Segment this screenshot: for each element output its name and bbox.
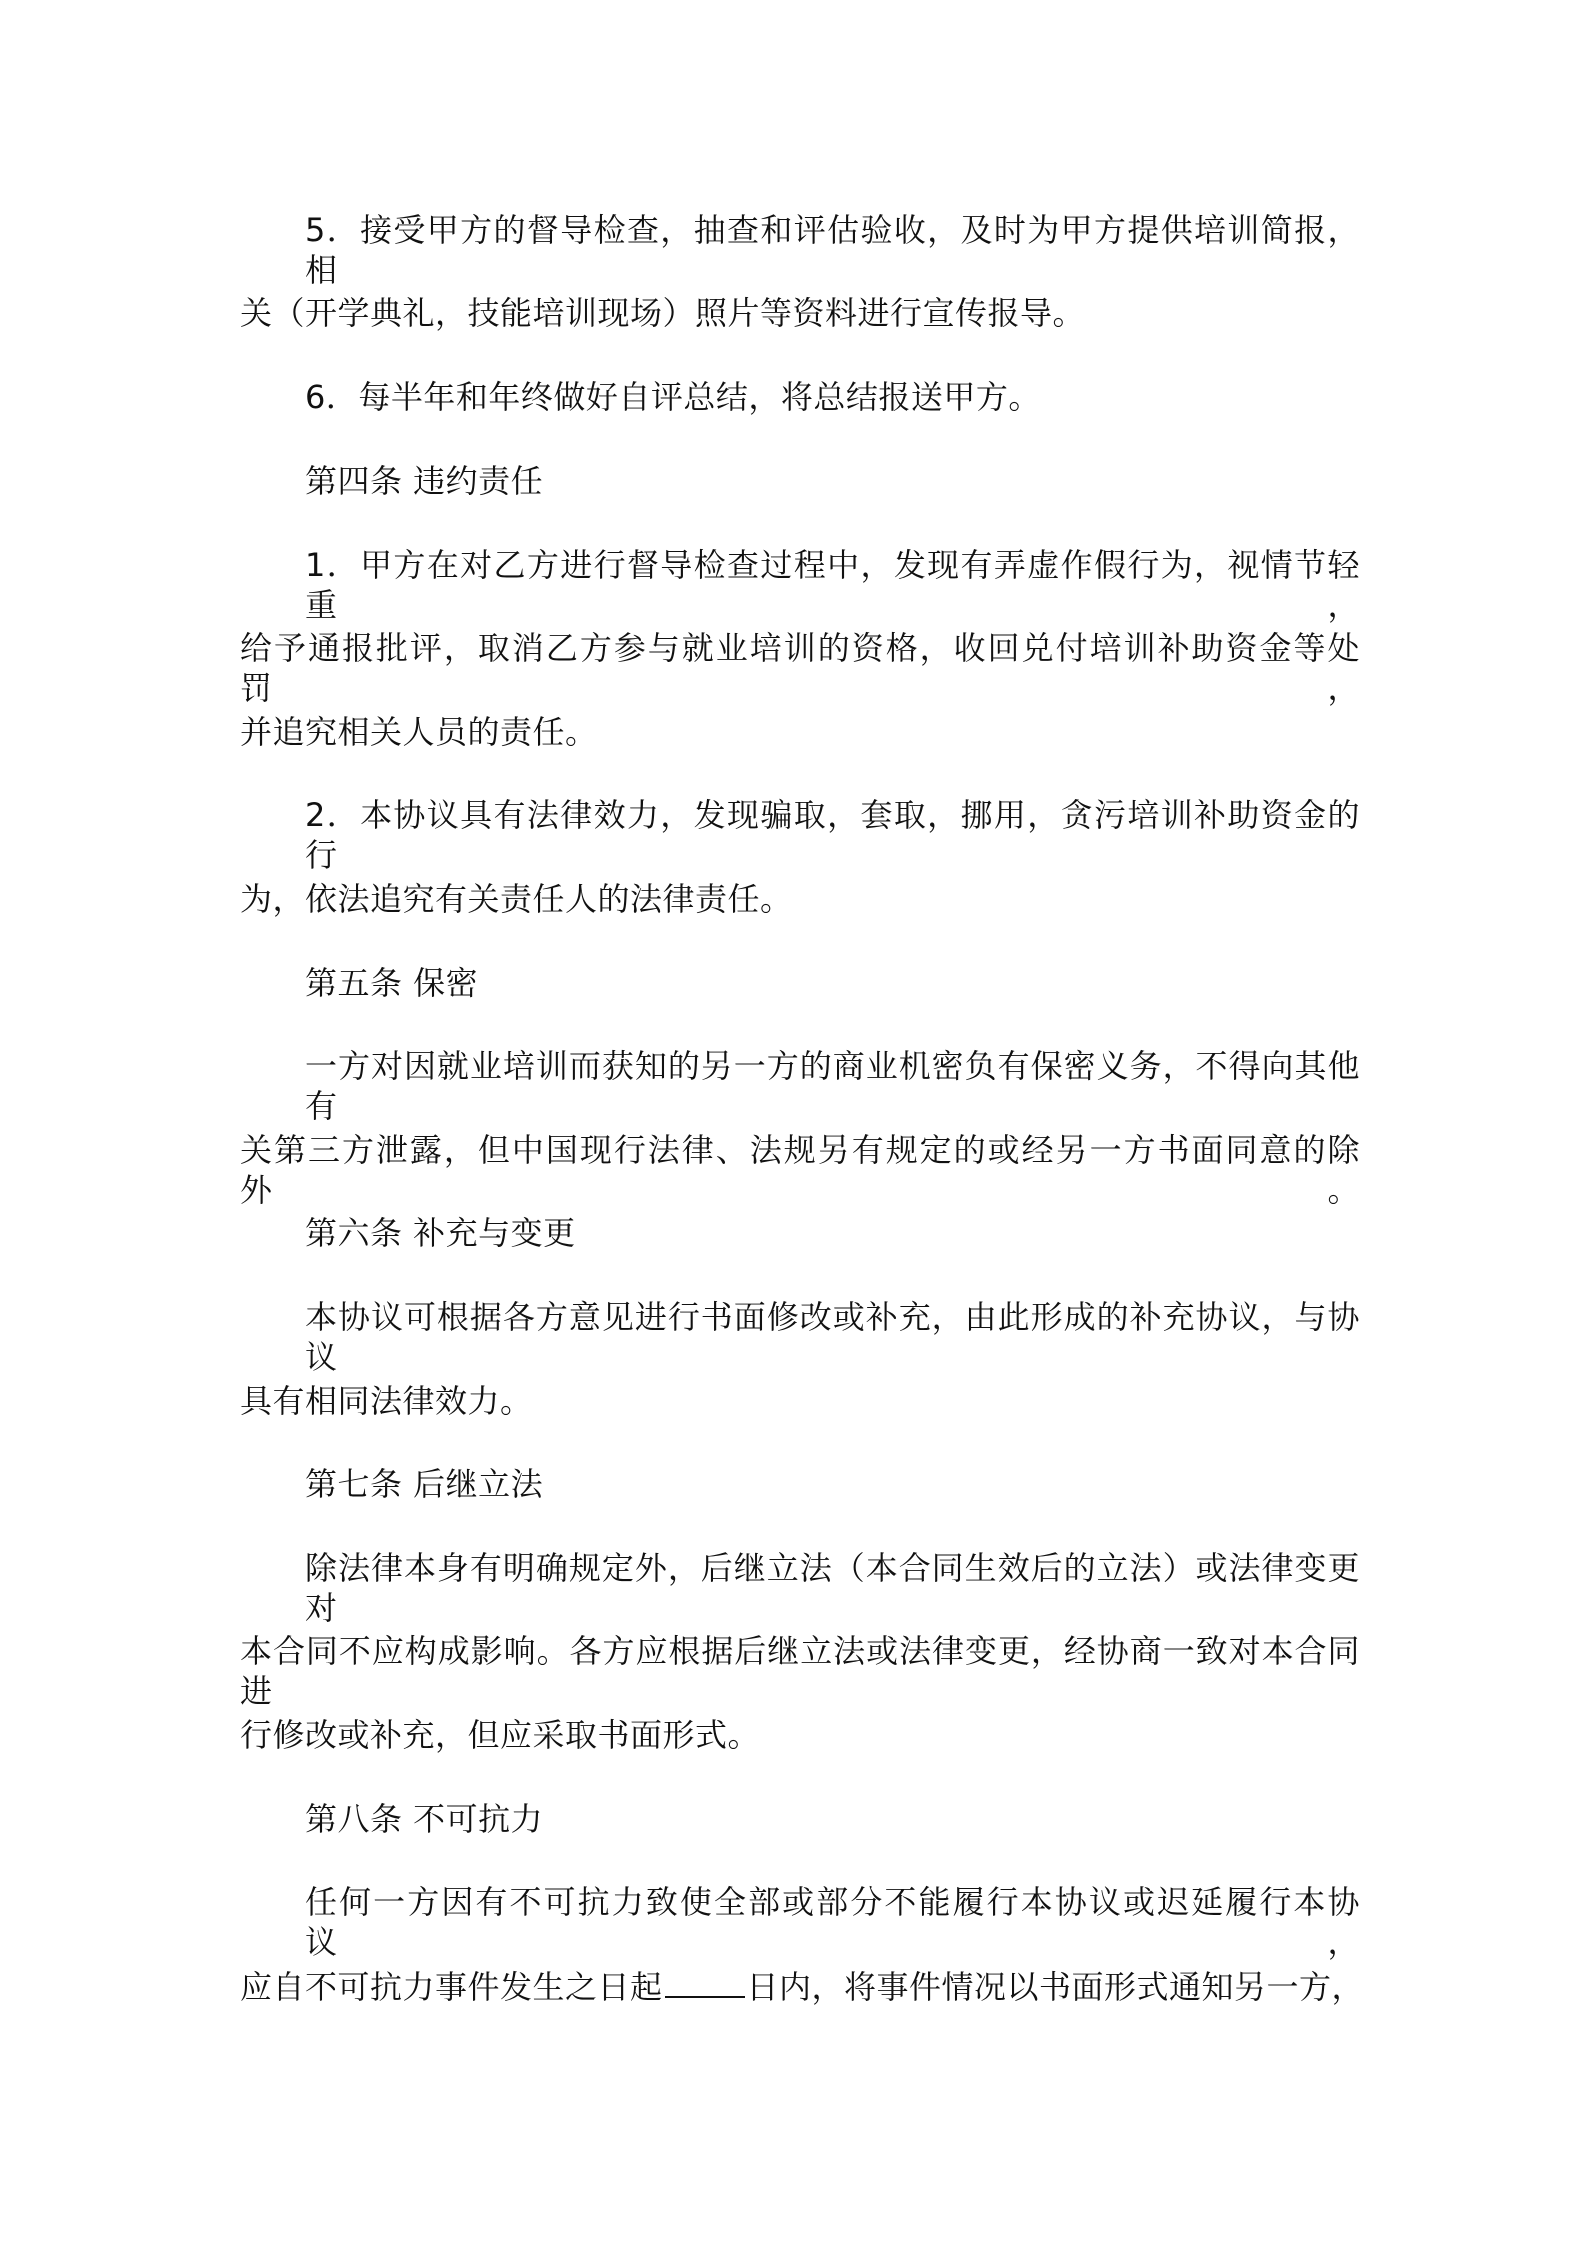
paragraph-line: 行修改或补充，但应采取书面形式。 — [240, 1716, 761, 1754]
section-heading: 第六条 补充与变更 — [305, 1214, 576, 1252]
paragraph-line: 具有相同法律效力。 — [240, 1382, 533, 1420]
line-text-before-blank: 应自不可抗力事件发生之日起 — [240, 1968, 663, 2006]
paragraph-line: 本协议可根据各方意见进行书面修改或补充，由此形成的补充协议，与协议 — [305, 1298, 1360, 1376]
paragraph-line: 一方对因就业培训而获知的另一方的商业机密负有保密义务，不得向其他有 — [305, 1047, 1360, 1125]
paragraph-line: 关第三方泄露，但中国现行法律、法规另有规定的或经另一方书面同意的除外。 — [240, 1131, 1360, 1209]
paragraph-line: 为，依法追究有关责任人的法律责任。 — [240, 880, 793, 918]
paragraph-line: 关（开学典礼，技能培训现场）照片等资料进行宣传报导。 — [240, 294, 1086, 332]
paragraph-line-with-blank — [240, 1966, 1365, 2007]
section-heading: 第五条 保密 — [305, 964, 479, 1002]
section-heading: 第七条 后继立法 — [305, 1465, 544, 1503]
paragraph-line: 除法律本身有明确规定外，后继立法（本合同生效后的立法）或法律变更对 — [305, 1549, 1360, 1627]
paragraph-line: 本合同不应构成影响。各方应根据后继立法或法律变更，经协商一致对本合同进 — [240, 1632, 1360, 1710]
paragraph-line: 2．本协议具有法律效力，发现骗取，套取，挪用，贪污培训补助资金的行 — [305, 796, 1360, 874]
fill-in-blank — [665, 1966, 745, 1998]
line-text-after-blank: 日内，将事件情况以书面形式通知另一方， — [746, 1968, 1365, 2006]
section-heading: 第八条 不可抗力 — [305, 1800, 544, 1838]
paragraph-line: 任何一方因有不可抗力致使全部或部分不能履行本协议或迟延履行本协议， — [305, 1883, 1360, 1961]
paragraph-line: 1．甲方在对乙方进行督导检查过程中，发现有弄虚作假行为，视情节轻重， — [305, 546, 1360, 624]
section-heading: 第四条 违约责任 — [305, 462, 544, 500]
paragraph-line: 给予通报批评，取消乙方参与就业培训的资格，收回兑付培训补助资金等处罚， — [240, 629, 1360, 707]
paragraph-line: 并追究相关人员的责任。 — [240, 713, 598, 751]
paragraph-line: 6．每半年和年终做好自评总结，将总结报送甲方。 — [305, 378, 1041, 416]
paragraph-line: 5．接受甲方的督导检查，抽查和评估验收，及时为甲方提供培训简报，相 — [305, 211, 1360, 289]
